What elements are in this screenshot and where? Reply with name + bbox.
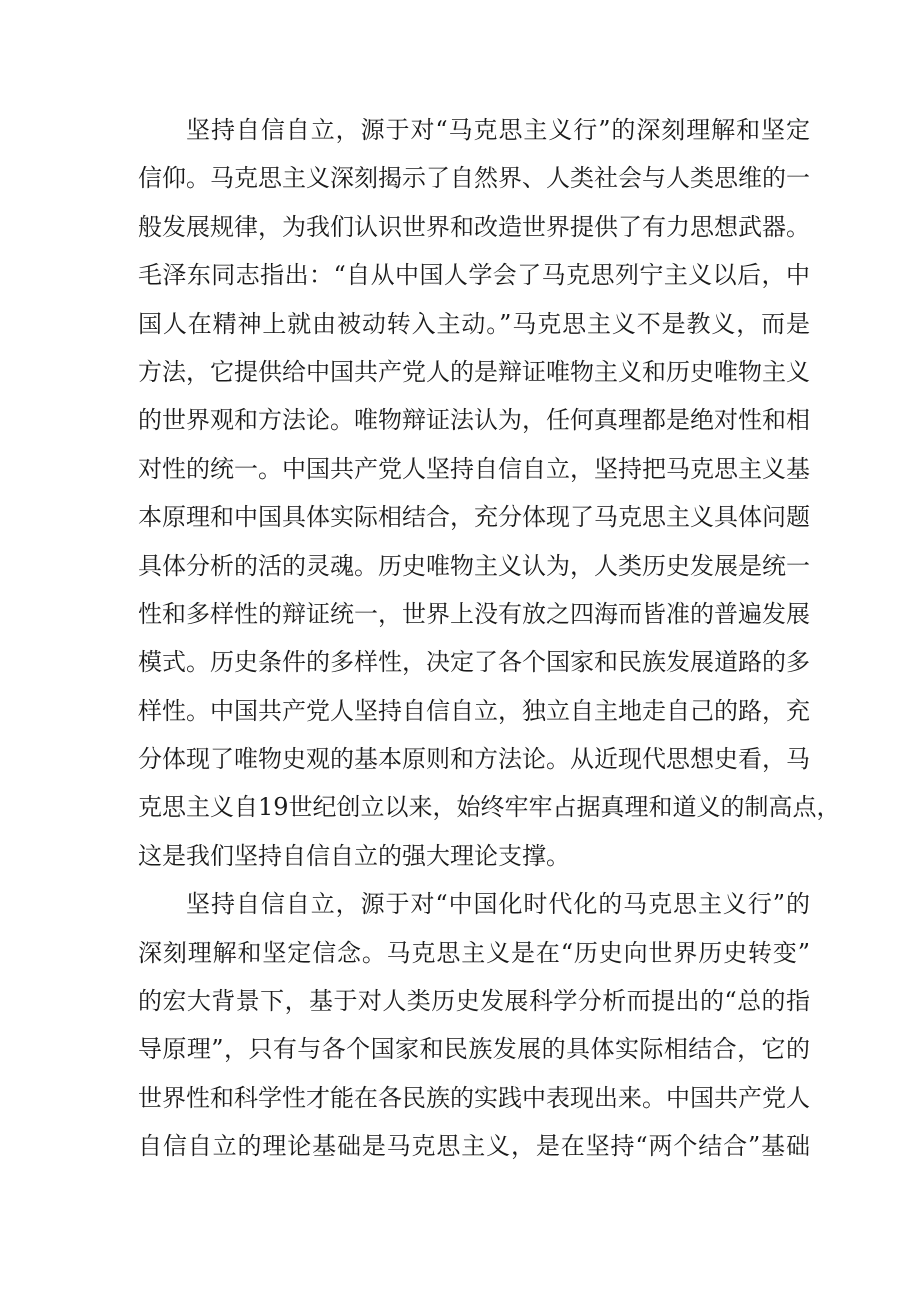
paragraph-1-line-1: 坚持自信自立，源于对“马克思主义行”的深刻理解和坚定 xyxy=(186,116,810,144)
paragraph-2-line-1: 坚持自信自立，源于对“中国化时代化的马克思主义行”的 xyxy=(186,890,810,919)
paragraph-1-line-9: 本原理和中国具体实际相结合，充分体现了马克思主义具体问题 xyxy=(138,503,810,532)
paragraph-2-line-3: 的宏大背景下，基于对人类历史发展科学分析而提出的“总的指 xyxy=(138,987,810,1016)
paragraph-1-line-5: 国人在精神上就由被动转入主动。”马克思主义不是教义，而是 xyxy=(138,309,810,338)
paragraph-1-line-15: 克思主义自19世纪创立以来，始终牢牢占据真理和道义的制高点， xyxy=(138,793,841,822)
paragraph-1-line-2: 信仰。马克思主义深刻揭示了自然界、人类社会与人类思维的一 xyxy=(138,164,810,193)
body-text xyxy=(138,106,841,1171)
paragraph-2-line-2: 深刻理解和坚定信念。马克思主义是在“历史向世界历史转变” xyxy=(138,938,810,967)
paragraph-1-line-12: 模式。历史条件的多样性，决定了各个国家和民族发展道路的多 xyxy=(138,648,810,677)
paragraph-1-line-3: 般发展规律，为我们认识世界和改造世界提供了有力思想武器。 xyxy=(138,212,810,241)
paragraph-1-line-16: 这是我们坚持自信自立的强大理论支撑。 xyxy=(138,841,570,870)
paragraph-1-line-4: 毛泽东同志指出：“自从中国人学会了马克思列宁主义以后，中 xyxy=(138,261,810,290)
paragraph-2-line-5: 世界性和科学性才能在各民族的实践中表现出来。中国共产党人 xyxy=(138,1083,810,1112)
paragraph-2-line-4: 导原理”，只有与各个国家和民族发展的具体实际相结合，它的 xyxy=(138,1035,810,1064)
paragraph-1-line-14: 分体现了唯物史观的基本原则和方法论。从近现代思想史看，马 xyxy=(138,745,810,774)
paragraph-1-line-11: 性和多样性的辩证统一，世界上没有放之四海而皆准的普遍发展 xyxy=(138,599,810,628)
paragraph-1-line-6: 方法，它提供给中国共产党人的是辩证唯物主义和历史唯物主义 xyxy=(138,357,810,386)
paragraph-1-line-8: 对性的统一。中国共产党人坚持自信自立，坚持把马克思主义基 xyxy=(138,454,810,483)
paragraph-1-line-7: 的世界观和方法论。唯物辩证法认为，任何真理都是绝对性和相 xyxy=(138,406,810,435)
paragraph-1-line-13: 样性。中国共产党人坚持自信自立，独立自主地走自己的路，充 xyxy=(138,696,810,725)
paragraph-2-line-6: 自信自立的理论基础是马克思主义，是在坚持“两个结合”基础 xyxy=(138,1132,810,1161)
paragraph-1-line-10: 具体分析的活的灵魂。历史唯物主义认为，人类历史发展是统一 xyxy=(138,551,810,580)
